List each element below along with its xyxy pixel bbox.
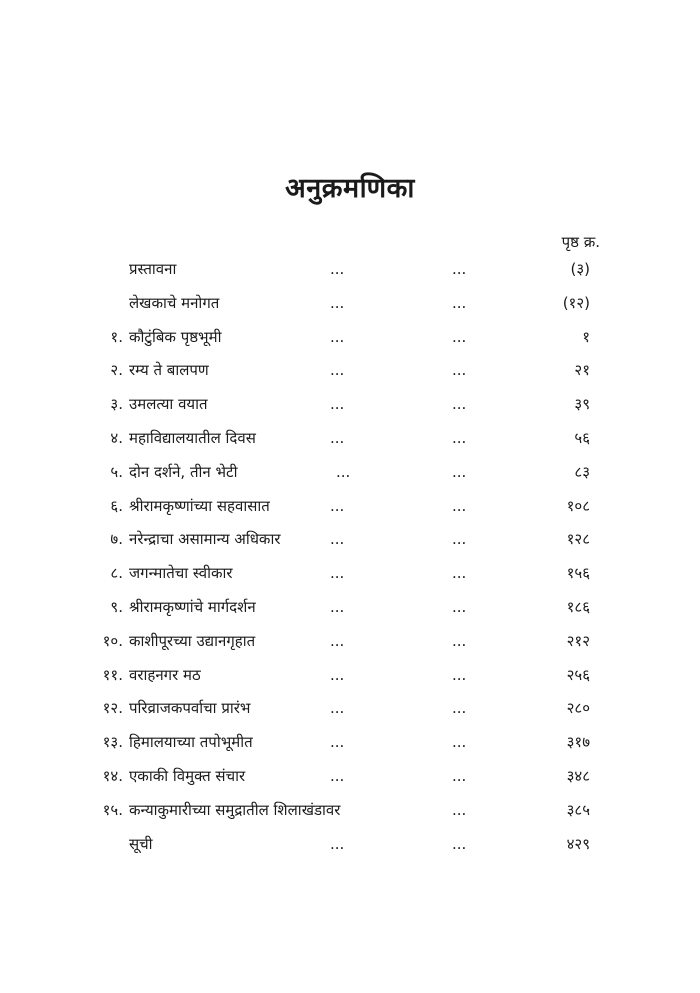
page-number: १८६ — [566, 597, 590, 616]
leader-dots: ... — [330, 530, 345, 549]
page-number: ३४८ — [566, 766, 590, 785]
chapter-number: १. — [110, 327, 123, 346]
page-number: २१२ — [566, 631, 590, 650]
page-number: ३१७ — [566, 733, 590, 752]
chapter-title: प्रस्तावना — [129, 260, 177, 278]
chapter-title: श्रीरामकृष्णांच्या सहवासात — [129, 496, 270, 515]
leader-dots: ... — [330, 699, 345, 718]
chapter-title: हिमालयाच्या तपोभूमीत — [129, 733, 253, 752]
chapter-number: १२. — [102, 699, 123, 718]
page-number: २८० — [566, 699, 590, 718]
leader-dots: ... — [452, 327, 467, 346]
leader-dots: ... — [330, 665, 345, 684]
leader-dots: ... — [330, 260, 345, 278]
chapter-number: ८. — [110, 564, 123, 583]
chapter-title: श्रीरामकृष्णांचे मार्गदर्शन — [129, 597, 256, 616]
page-number: २५६ — [566, 665, 590, 684]
toc-row — [0, 528, 700, 562]
leader-dots: ... — [452, 530, 467, 549]
chapter-number: ३. — [110, 395, 123, 414]
page-number-column-header: पृष्ठ क्र. — [561, 233, 600, 251]
toc-row — [0, 495, 700, 529]
toc-row — [0, 765, 700, 799]
leader-dots: ... — [330, 428, 345, 447]
chapter-title: कन्याकुमारीच्या समुद्रातील शिलाखंडावर — [129, 800, 341, 819]
leader-dots: ... — [452, 564, 467, 583]
toc-row — [0, 427, 700, 461]
toc-row — [0, 461, 700, 495]
leader-dots: ... — [330, 733, 345, 752]
leader-dots: ... — [452, 428, 467, 447]
leader-dots: ... — [452, 496, 467, 515]
chapter-number: १३. — [102, 733, 123, 752]
toc-row — [0, 799, 700, 833]
leader-dots: ... — [452, 597, 467, 616]
leader-dots: ... — [452, 631, 467, 650]
leader-dots: ... — [452, 699, 467, 718]
chapter-number: ७. — [110, 530, 123, 549]
chapter-number: १५. — [102, 800, 123, 819]
leader-dots: ... — [330, 327, 345, 346]
leader-dots: ... — [452, 293, 467, 312]
page-number: १०८ — [566, 496, 590, 515]
page-number: ५६ — [574, 428, 590, 447]
page-number: ८३ — [574, 462, 590, 481]
toc-row — [0, 258, 700, 292]
leader-dots: ... — [452, 665, 467, 684]
page-number: २१ — [574, 361, 590, 380]
leader-dots: ... — [452, 834, 467, 853]
leader-dots: ... — [452, 800, 467, 819]
page-number: ४२९ — [566, 834, 590, 853]
chapter-number: ११. — [102, 665, 123, 684]
toc-row — [0, 697, 700, 731]
toc-row — [0, 292, 700, 326]
page-number: (३) — [570, 260, 590, 278]
chapter-title: दोन दर्शने, तीन भेटी — [129, 462, 238, 481]
chapter-number: २. — [110, 361, 123, 380]
page-number: ३९ — [574, 395, 590, 414]
page-number: (१२) — [562, 293, 590, 312]
toc-row — [0, 562, 700, 596]
leader-dots: ... — [452, 462, 467, 481]
leader-dots: ... — [330, 834, 345, 853]
leader-dots: ... — [452, 260, 467, 278]
chapter-title: महाविद्यालयातील दिवस — [129, 428, 256, 447]
leader-dots: ... — [336, 462, 351, 481]
toc-row — [0, 393, 700, 427]
page-number: ३८५ — [566, 800, 590, 819]
leader-dots: ... — [330, 631, 345, 650]
page-number: १५६ — [566, 564, 590, 583]
page-number: १२८ — [566, 530, 590, 549]
leader-dots: ... — [330, 597, 345, 616]
toc-row — [0, 731, 700, 765]
toc-row — [0, 326, 700, 360]
chapter-title: नरेन्द्राचा असामान्य अधिकार — [129, 530, 281, 549]
chapter-number: १४. — [102, 766, 123, 785]
toc-row — [0, 596, 700, 630]
chapter-title: लेखकाचे मनोगत — [129, 293, 220, 312]
chapter-title: एकाकी विमुक्त संचार — [129, 766, 246, 785]
chapter-title: रम्य ते बालपण — [129, 361, 209, 380]
chapter-title: परिव्राजकपर्वाचा प्रारंभ — [129, 699, 251, 718]
page-title: अनुक्रमणिका — [285, 173, 415, 204]
toc-row — [0, 359, 700, 393]
toc-row — [0, 630, 700, 664]
chapter-number: ९. — [110, 597, 123, 616]
chapter-title: वराहनगर मठ — [129, 665, 201, 684]
leader-dots: ... — [330, 361, 345, 380]
chapter-title: काशीपूरच्या उद्यानगृहात — [129, 631, 256, 650]
toc-row — [0, 833, 700, 867]
chapter-number: ६. — [110, 496, 123, 515]
page-number: १ — [582, 327, 590, 346]
chapter-title: सूची — [129, 834, 153, 853]
leader-dots: ... — [452, 733, 467, 752]
leader-dots: ... — [330, 293, 345, 312]
chapter-number: ४. — [110, 428, 123, 447]
leader-dots: ... — [330, 766, 345, 785]
chapter-title: कौटुंबिक पृष्ठभूमी — [129, 327, 222, 346]
leader-dots: ... — [452, 766, 467, 785]
chapter-title: उमलत्या वयात — [129, 395, 208, 414]
chapter-number: १०. — [102, 631, 123, 650]
leader-dots: ... — [330, 496, 345, 515]
leader-dots: ... — [452, 361, 467, 380]
chapter-number: ५. — [110, 462, 123, 481]
leader-dots: ... — [330, 564, 345, 583]
toc-row — [0, 664, 700, 698]
table-of-contents — [0, 258, 700, 866]
chapter-title: जगन्मातेचा स्वीकार — [129, 564, 233, 583]
leader-dots: ... — [452, 395, 467, 414]
leader-dots: ... — [330, 395, 345, 414]
